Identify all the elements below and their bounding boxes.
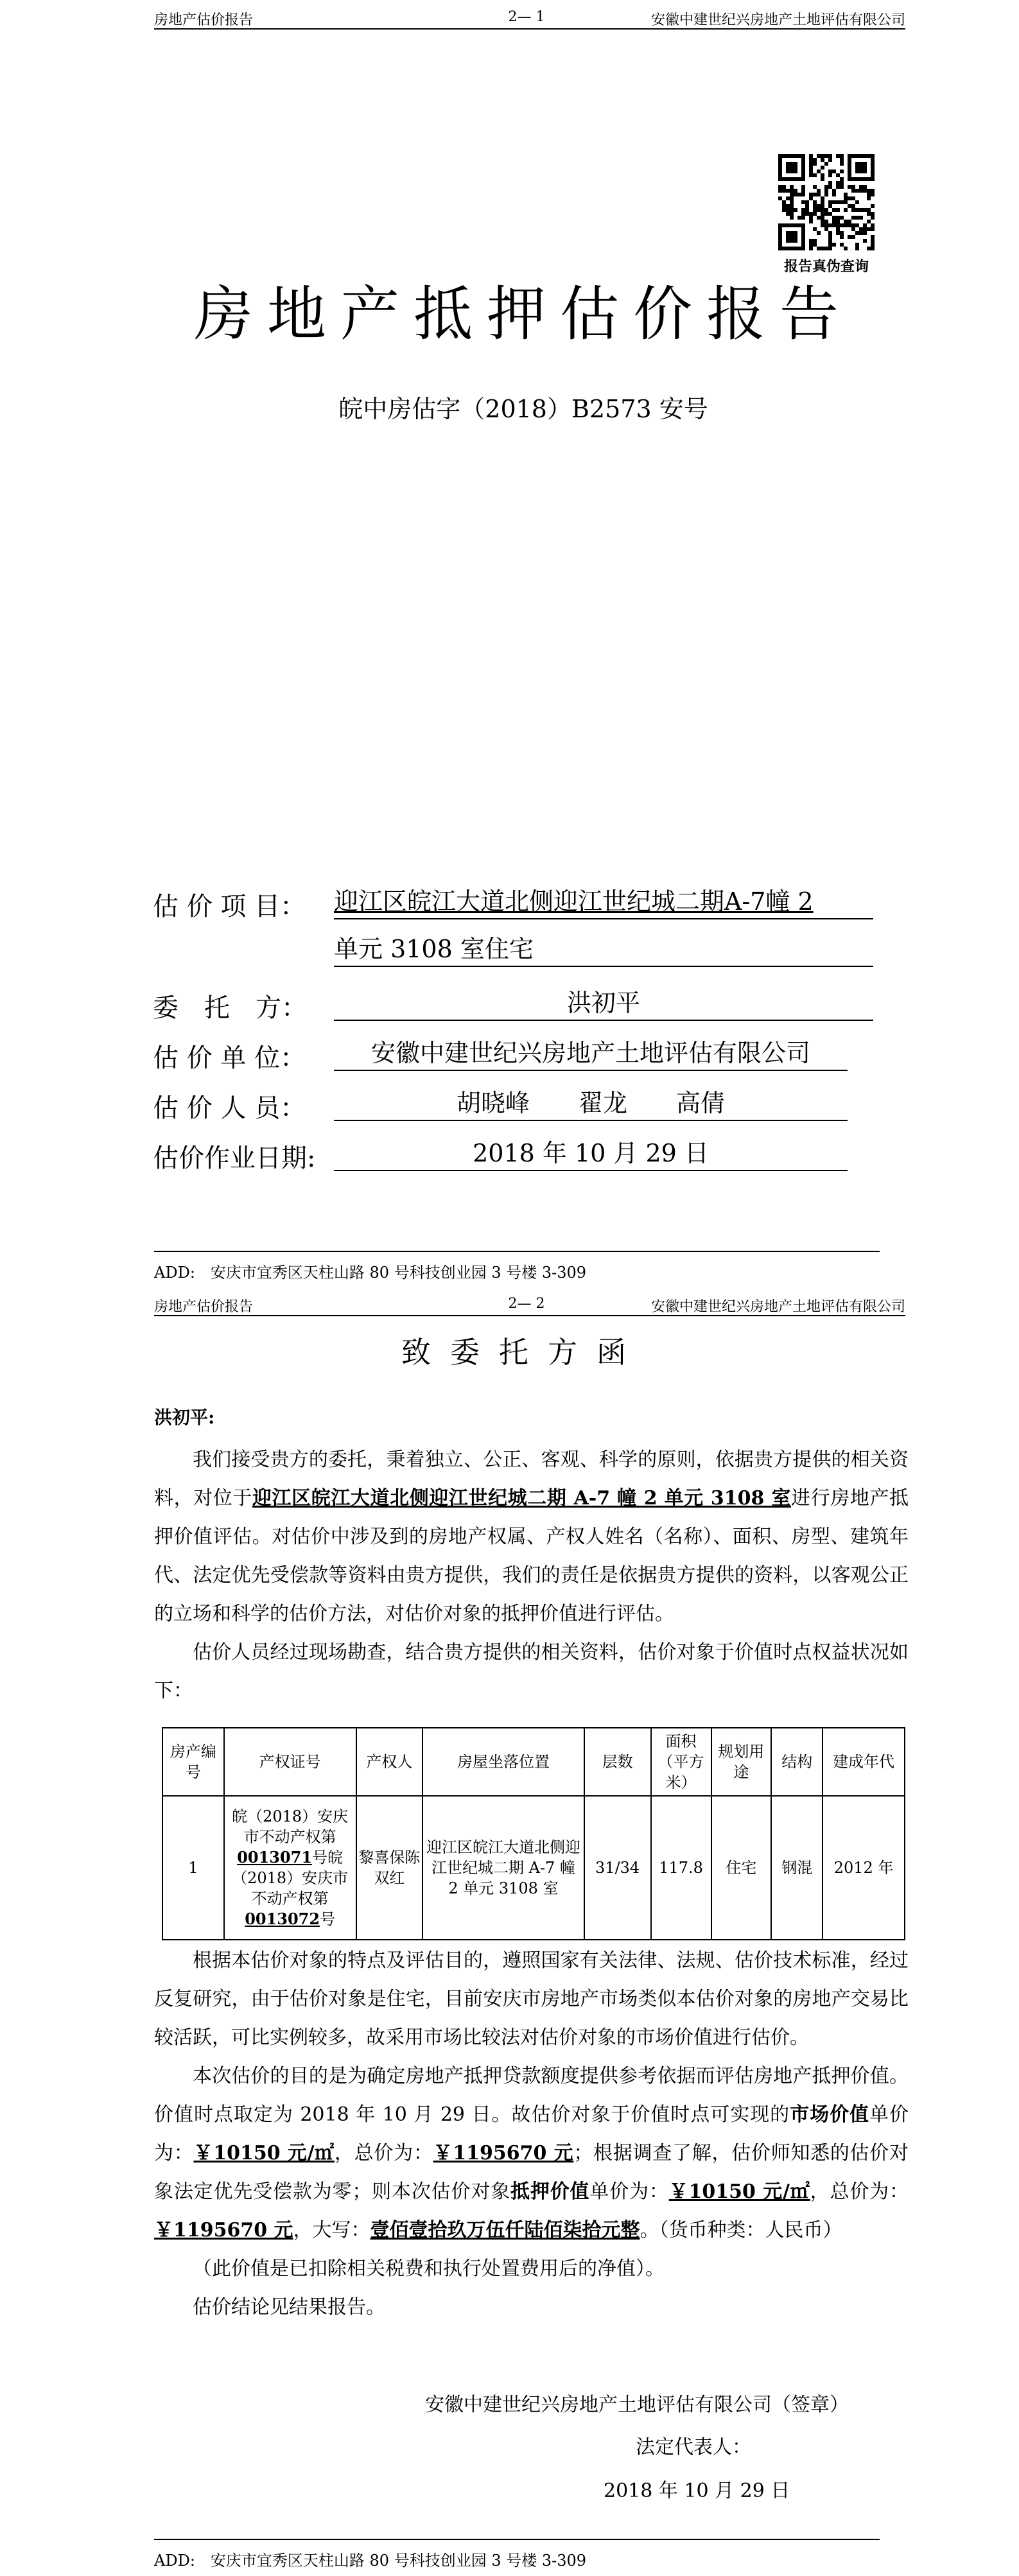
field-value-project-line2: 单元 3108 室住宅 — [334, 932, 873, 967]
footer-address: ADD: 安庆市宜秀区天柱山路 80 号科技创业园 3 号楼 3-309 — [154, 1264, 587, 1282]
page-header — [154, 5, 905, 30]
cell-no: 1 — [162, 1796, 224, 1940]
col-header-owner: 产权人 — [356, 1728, 423, 1796]
salutation: 洪初平: — [154, 1407, 215, 1428]
letter-page — [0, 1287, 1019, 2576]
property-address-highlight: 迎江区皖江大道北侧迎江世纪城二期 A-7 幢 2 单元 3108 室 — [252, 1487, 792, 1510]
cell-year: 2012 年 — [823, 1796, 905, 1940]
col-header-no: 房产编号 — [162, 1728, 224, 1796]
col-header-area: 面积（平方米） — [651, 1728, 711, 1796]
footer-rule — [154, 1251, 880, 1252]
report-title: 房地产抵押估价报告 — [193, 280, 853, 349]
qr-code-icon[interactable] — [778, 154, 875, 250]
field-value-valuer-org: 安徽中建世纪兴房地产土地评估有限公司 — [334, 1036, 848, 1071]
field-label-client: 委 托 方： — [153, 993, 307, 1023]
paragraph-survey: 估价人员经过现场勘查，结合贵方提供的相关资料，估价对象于价值时点权益状况如下： — [154, 1641, 909, 1702]
cell-cert: 皖（2018）安庆市不动产权第0013071号皖（2018）安庆市不动产权第0013072号 — [224, 1796, 356, 1940]
cell-structure: 钢混 — [771, 1796, 823, 1940]
field-value-valuers: 胡晓峰 翟龙 高倩 — [334, 1086, 848, 1121]
paragraph-net-note: （此价值是已扣除相关税费和执行处置费用后的净值）。 — [193, 2258, 665, 2280]
cell-location: 迎江区皖江大道北侧迎江世纪城二期 A-7 幢 2 单元 3108 室 — [422, 1796, 584, 1940]
cell-floors: 31/34 — [584, 1796, 651, 1940]
footer-address: ADD: 安庆市宜秀区天柱山路 80 号科技创业园 3 号楼 3-309 — [154, 2552, 587, 2570]
field-label-project: 估 价 项 目： — [153, 892, 306, 921]
paragraph-valuation: 本次估价的目的是为确定房地产抵押贷款额度提供参考依据而评估房地产抵押价值。价值时点取定为 2018 年 10 月 29 日。故估价对象于价值时点可实现的市场价值单价为：￥10150 元/㎡，总价为：￥1195670 元；根据调查了解，估价师知悉的估价对象法定优先受偿款为零；则本次估价对象抵押价值单价为：￥10150 元/㎡，总价为：￥1195670 元，大写：壹佰壹拾玖万伍仟陆佰柒拾元整。（货币种类：人民币） — [154, 2065, 909, 2241]
field-label-valuer-org: 估 价 单 位： — [153, 1043, 306, 1073]
col-header-structure: 结构 — [771, 1728, 823, 1796]
report-cover-page — [0, 0, 1019, 1287]
company-signature: 安徽中建世纪兴房地产土地评估有限公司（签章） — [425, 2394, 849, 2416]
field-value-client: 洪初平 — [334, 986, 873, 1021]
field-value-project: 迎江区皖江大道北侧迎江世纪城二期A-7幢 2 — [334, 885, 873, 919]
paragraph-conclusion: 估价结论见结果报告。 — [193, 2296, 385, 2319]
footer-rule — [154, 2539, 880, 2540]
table-header-row — [162, 1728, 905, 1796]
field-label-valuers: 估 价 人 员： — [153, 1093, 306, 1123]
col-header-location: 房屋坐落位置 — [422, 1728, 584, 1796]
table-row — [162, 1796, 905, 1940]
cell-area: 117.8 — [651, 1796, 711, 1940]
header-right-text: 安徽中建世纪兴房地产土地评估有限公司 — [650, 12, 905, 28]
col-header-floors: 层数 — [584, 1728, 651, 1796]
market-total-price: ￥1195670 元 — [433, 2142, 574, 2164]
mortgage-unit-price: ￥10150 元/㎡ — [668, 2180, 810, 2203]
qr-caption: 报告真伪查询 — [783, 258, 869, 275]
cell-use: 住宅 — [711, 1796, 772, 1940]
letter-title: 致委托方函 — [401, 1335, 645, 1370]
page-header — [154, 1292, 905, 1316]
paragraph-intro: 我们接受贵方的委托，秉着独立、公正、客观、科学的原则，依据贵方提供的相关资料，对位于迎江区皖江大道北侧迎江世纪城二期 A-7 幢 2 单元 3108 室进行房地产抵押价值评估。对估价中涉及到的房地产权属、产权人姓名（名称）、面积、房型、建筑年代、法定优先受偿款等资料由贵方提供，我们的责任是依据贵方提供的资料，以客观公正的立场和科学的估价方法，对估价对象的抵押价值进行评估。 — [154, 1449, 909, 1625]
property-table — [162, 1727, 905, 1940]
market-unit-price: ￥10150 元/㎡ — [193, 2142, 335, 2164]
total-price-chinese: 壹佰壹拾玖万伍仟陆佰柒拾元整 — [370, 2219, 640, 2241]
header-page-number: 2— 2 — [508, 1296, 545, 1312]
header-page-number: 2— 1 — [508, 9, 545, 25]
paragraph-method: 根据本估价对象的特点及评估目的，遵照国家有关法律、法规、估价技术标准，经过反复研究，由于估价对象是住宅，目前安庆市房地产市场类似本估价对象的房地产交易比较活跃，可比实例较多，故采用市场比较法对估价对象的市场价值进行估价。 — [154, 1949, 909, 2049]
header-right-text: 安徽中建世纪兴房地产土地评估有限公司 — [650, 1299, 905, 1315]
col-header-use: 规划用途 — [711, 1728, 772, 1796]
letter-date: 2018 年 10 月 29 日 — [604, 2480, 790, 2502]
field-label-work-date: 估价作业日期: — [153, 1144, 316, 1173]
header-left-text: 房地产估价报告 — [154, 1299, 254, 1315]
cell-owner: 黎喜保陈双红 — [356, 1796, 423, 1940]
mortgage-total-price: ￥1195670 元 — [154, 2219, 293, 2241]
field-value-work-date: 2018 年 10 月 29 日 — [334, 1136, 848, 1171]
legal-representative-label: 法定代表人： — [636, 2436, 751, 2459]
col-header-cert: 产权证号 — [224, 1728, 356, 1796]
report-number: 皖中房估字（2018）B2573 安号 — [338, 395, 708, 423]
header-left-text: 房地产估价报告 — [154, 12, 254, 28]
col-header-year: 建成年代 — [823, 1728, 905, 1796]
